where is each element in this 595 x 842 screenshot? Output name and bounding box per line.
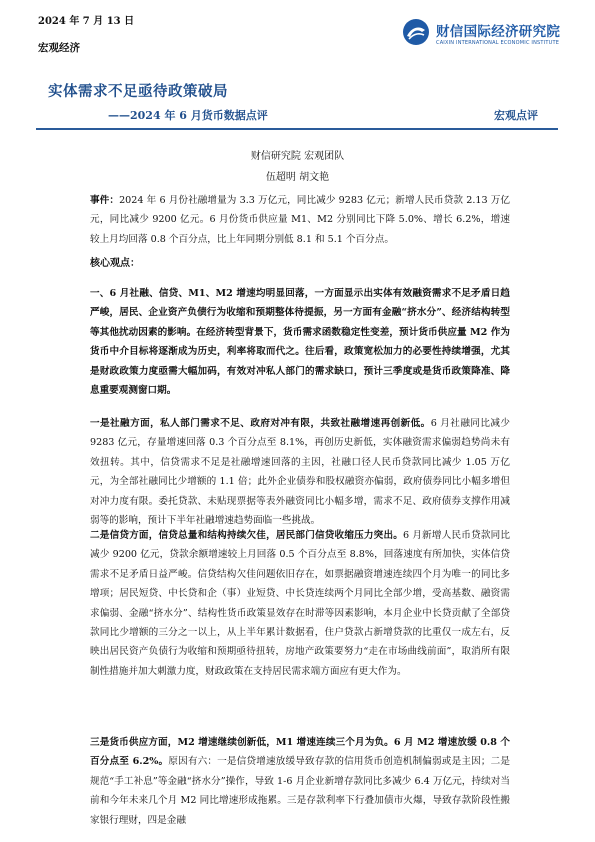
event-label: 事件： (90, 195, 120, 206)
money-supply-lead: 三是货币供应方面，M2 增速继续创新低，M1 增速连续三个月为负。6 月 M2 增速放缓 0.8 个百分点至 6.2%。 (90, 737, 510, 768)
report-subtitle: ——2024 年 6 月货币数据点评 (108, 109, 268, 122)
logo-name: 财信国际经济研究院 (436, 24, 561, 40)
credit-body: 6 月新增人民币贷款同比减少 9200 亿元，贷款余额增速较上月回落 0.5 个百分点至 8.8%，回落速度有所加快，实体信贷需求不足矛盾日益严峻。信贷结构欠佳问题依旧存在，如票据融资增速连续四个月为唯一的同比多增项；居民短贷、中长贷和企（事）业短贷、中长贷连续两个月同比全部少增，受高基数、融资需求偏弱、金融“挤水分”、结构性货币政策显效存在时滞等因素影响，本月企业中长贷贡献了全部贷款同比少增额的三分之一以上，从上半年累计数据看，住户贷款占新增贷款的比重仅一成左右，反映出居民资产负债行为收缩和预期亟待扭转，房地产政策要努力“走在市场曲线前面”，取消所有限制性措施并加大刺激力度，财政政策在支持居民需求端方面应有更大作为。 (90, 530, 511, 677)
event-text: 2024 年 6 月份社融增量为 3.3 万亿元，同比减少 9283 亿元；新增人民币贷款 2.13 万亿元，同比减少 9200 亿元。6 月份货币供应量 M1、M2 分别同比下降 5.0%、增长 6.2%，增速较上月均回落 0.8 个百分点，比上年同期分别低 8.1 和 5.1 个百分点。 (90, 195, 511, 245)
report-category: 宏观经济 (38, 42, 80, 54)
report-type-tag: 宏观点评 (494, 109, 538, 122)
social-financing-body: 6 月社融同比减少 9283 亿元，存量增速回落 0.3 个百分点至 8.1%，再创历史新低，实体融资需求偏弱趋势尚未有效扭转。其中，信贷需求不足是社融增速回落的主因，社融口径人民币贷款同比减少 1.05 万亿元，为全部社融同比少增额的 1.1 倍；此外企业债券和股权融资亦偏弱，政府债券同比小幅多增但对冲力度有限。委托贷款、未贴现票据等表外融资同比小幅多增，需求不足、政府债券支撑作用减弱等的影响，预计下半年社融增速趋势面临一些挑战。 (90, 418, 511, 527)
money-supply-body: 原因有六：一是信贷增速放缓导致存款的信用货币创造机制偏弱或是主因；二是规范“手工补息”等金融“挤水分”操作，导致 1-6 月企业新增存款同比多减少 6.4 万亿元，持续对当前和今年未来几个月 M2 同比增速形成拖累。三是存款利率下行叠加债市火爆，导致存款阶段性搬家银行理财，四是金融 (90, 756, 510, 826)
institute-logo (402, 18, 577, 54)
report-date: 2024 年 7 月 13 日 (38, 16, 135, 27)
core-point-summary: 一、6 月社融、信贷、M1、M2 增速均明显回落，一方面显示出实体有效融资需求不足矛盾日趋严峻，居民、企业资产负债行为收缩和预期整体待提振，另一方面有金融“挤水分”、经济结构转型等其他扰动因素的影响。在经济转型背景下，货币需求函数稳定性变差，预计货币供应量 M2 作为货币中介目标将逐渐成为历史，利率将取而代之。往后看，政策宽松加力的必要性持续增强，尤其是财政政策力度亟需大幅加码，有效对冲私人部门的需求缺口，预计三季度或是货币政策降准、降息重要观测窗口期。 (90, 288, 510, 397)
money-supply-paragraph (90, 733, 510, 830)
core-points-heading: 核心观点： (90, 258, 140, 269)
credit-paragraph (90, 526, 510, 681)
logo-english-name: CAIXIN INTERNATIONAL ECONOMIC INSTITUTE (436, 40, 560, 46)
credit-lead: 二是信贷方面，信贷总量和结构持续欠佳，居民部门信贷收缩压力突出。 (90, 530, 404, 541)
author-team: 财信研究院 宏观团队 (250, 151, 345, 162)
institute-logo-icon (402, 18, 430, 46)
social-financing-lead: 一是社融方面，私人部门需求不足、政府对冲有限，共致社融增速再创新低。 (90, 418, 431, 429)
author-names: 伍超明 胡文艳 (265, 172, 330, 183)
report-title: 实体需求不足亟待政策破局 (48, 83, 228, 100)
header-divider (36, 128, 558, 130)
event-paragraph (90, 191, 510, 249)
social-financing-paragraph (90, 414, 510, 530)
